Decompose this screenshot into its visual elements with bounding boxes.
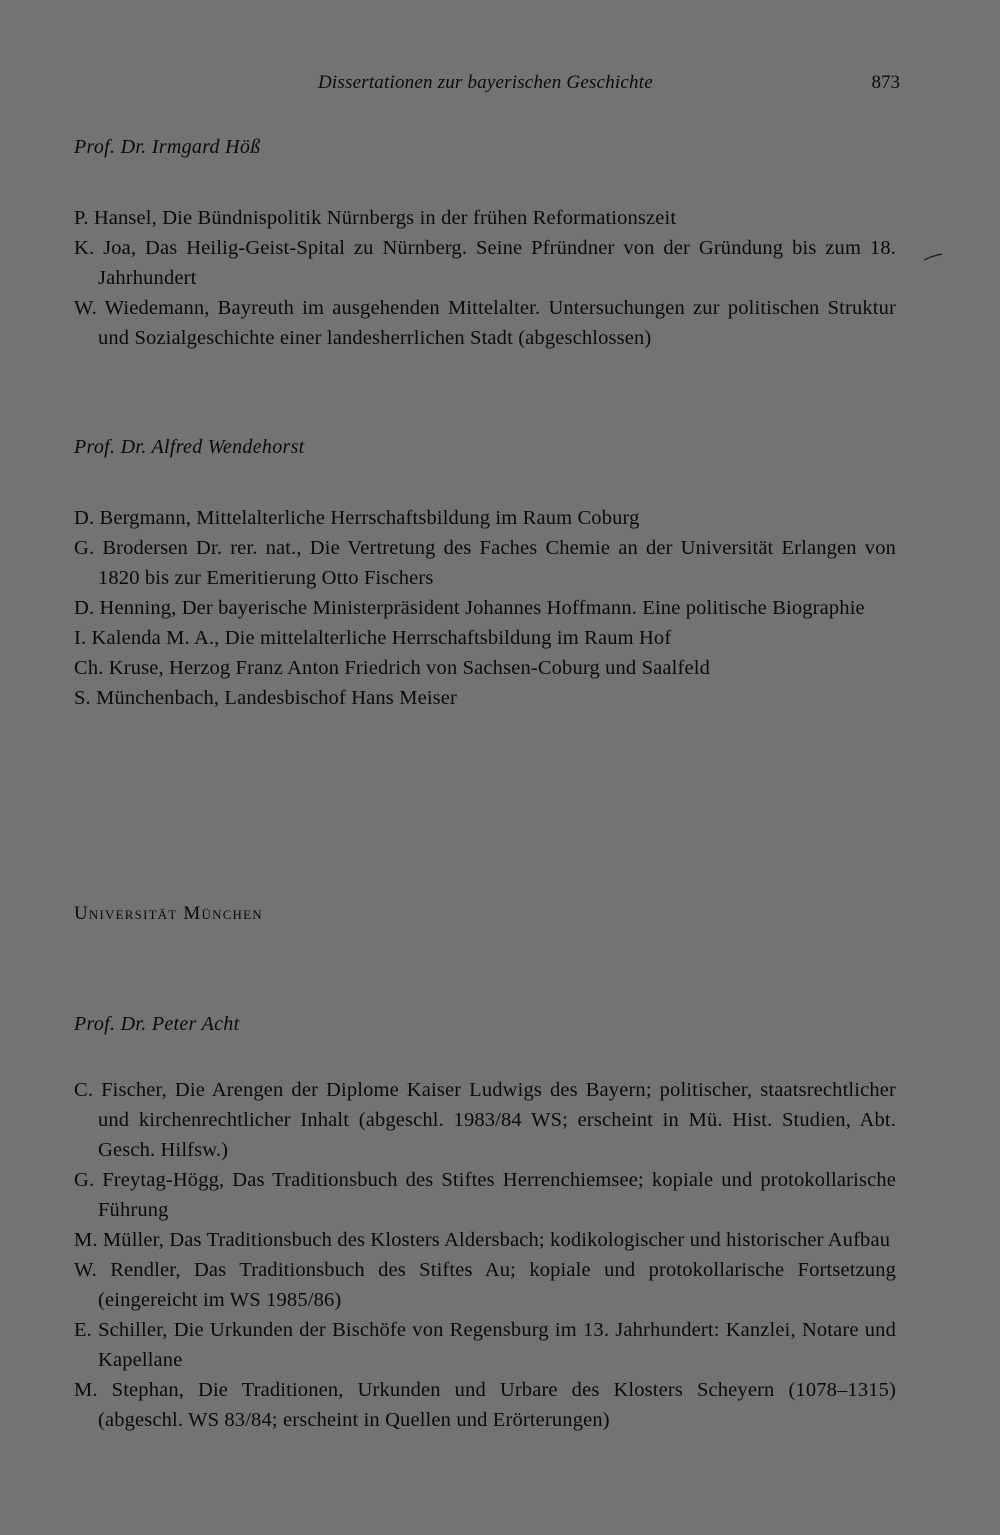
- dissertation-list: [74, 203, 896, 353]
- dissertation-entry: G. Freytag-Högg, Das Traditionsbuch des Stiftes Herrenchiemsee; kopiale und protokollarische Führung: [74, 1169, 896, 1221]
- dissertation-entry: C. Fischer, Die Arengen der Diplome Kaiser Ludwigs des Bayern; politischer, staatsrechtlicher und kirchenrechtlicher Inhalt (abgeschl. 1983/84 WS; erscheint in Mü. Hist. Studien, Abt. Gesch. Hilfsw.): [74, 1079, 896, 1161]
- dissertation-entry: S. Münchenbach, Landesbischof Hans Meiser: [74, 687, 458, 709]
- dissertation-entry: P. Hansel, Die Bündnispolitik Nürnbergs in der frühen Reformationszeit: [74, 207, 677, 229]
- professor-heading: Prof. Dr. Alfred Wendehorst: [74, 436, 305, 458]
- running-header: [318, 72, 902, 100]
- university-heading: Universität München: [74, 903, 263, 924]
- dissertation-entry: G. Brodersen Dr. rer. nat., Die Vertretung des Faches Chemie an der Universität Erlangen von 1820 bis zur Emeritierung Otto Fischers: [74, 537, 896, 589]
- dissertation-entry: D. Henning, Der bayerische Ministerpräsident Johannes Hoffmann. Eine politische Biographie: [74, 597, 865, 619]
- professor-heading: Prof. Dr. Irmgard Höß: [74, 136, 261, 158]
- dissertation-list: [74, 503, 896, 713]
- professor-heading: Prof. Dr. Peter Acht: [74, 1013, 240, 1035]
- dissertation-entry: M. Müller, Das Traditionsbuch des Klosters Aldersbach; kodikologischer und historischer Aufbau: [74, 1229, 891, 1251]
- dissertation-entry: K. Joa, Das Heilig-Geist-Spital zu Nürnberg. Seine Pfründner von der Gründung bis zum 18. Jahrhundert: [74, 237, 896, 289]
- dissertation-entry: W. Rendler, Das Traditionsbuch des Stiftes Au; kopiale und protokollarische Fortsetzung (eingereicht im WS 1985/86): [74, 1259, 896, 1311]
- dissertation-entry: I. Kalenda M. A., Die mittelalterliche Herrschaftsbildung im Raum Hof: [74, 627, 672, 649]
- dissertation-list: [74, 1075, 896, 1435]
- running-title: Dissertationen zur bayerischen Geschichte: [318, 72, 653, 93]
- dissertation-entry: E. Schiller, Die Urkunden der Bischöfe von Regensburg im 13. Jahrhundert: Kanzlei, Notare und Kapellane: [74, 1319, 896, 1371]
- dissertation-entry: M. Stephan, Die Traditionen, Urkunden und Urbare des Klosters Scheyern (1078–1315) (abgeschl. WS 83/84; erscheint in Quellen und Erörterungen): [74, 1379, 896, 1431]
- margin-pencil-mark: [922, 252, 944, 262]
- dissertation-entry: W. Wiedemann, Bayreuth im ausgehenden Mittelalter. Untersuchungen zur politischen Struktur und Sozialgeschichte einer landesherrlichen Stadt (abgeschlossen): [74, 297, 896, 349]
- dissertation-entry: D. Bergmann, Mittelalterliche Herrschaftsbildung im Raum Coburg: [74, 507, 640, 529]
- page-number: 873: [871, 72, 900, 93]
- dissertation-entry: Ch. Kruse, Herzog Franz Anton Friedrich von Sachsen-Coburg und Saalfeld: [74, 657, 710, 679]
